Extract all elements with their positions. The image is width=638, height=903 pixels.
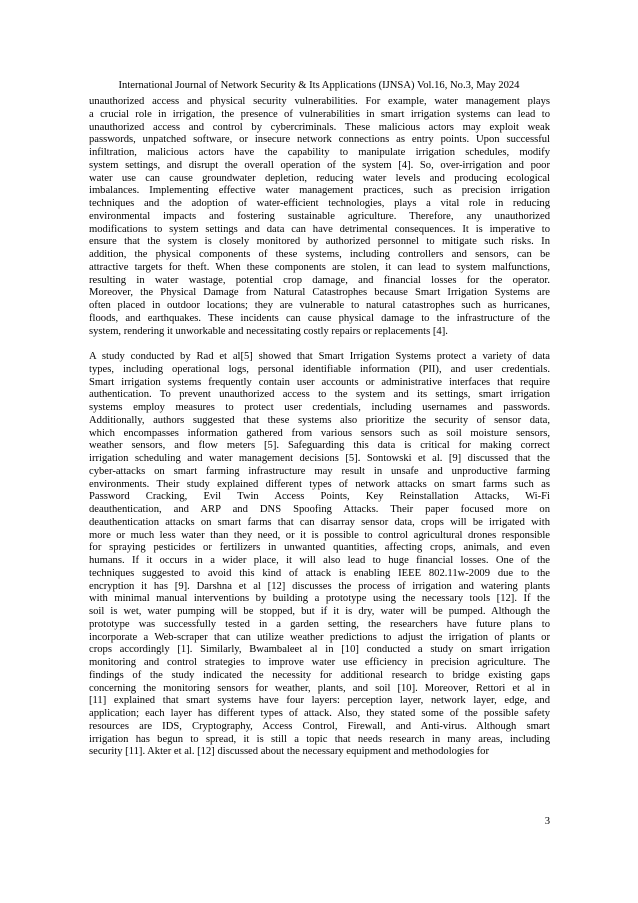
text-line: systems employ measures to protect user credentials, including usernames and passwords.	[89, 402, 550, 413]
text-line: system, rendering it unworkable and necessitating costly repairs or replacements [4].	[89, 325, 448, 337]
text-line: resources are IDS, Cryptography, Access Control, Firewall, and Anti-virus. Although smart	[89, 720, 550, 732]
text-line: techniques suggested to avoid this kind of attack is enabling IEEE 802.11w-2009 due to the	[89, 567, 550, 579]
text-line: attractive targets for theft. When these components are stolen, it can lead to system malfunctions,	[89, 261, 550, 273]
text-line: monitoring and control strategies to improve water use efficiency in precision agriculture. The	[89, 657, 550, 668]
text-line: for spraying pesticides or fertilizers in unwanted quantities, affecting crops, animals, and even	[89, 542, 550, 554]
text-line: more or much less water than they need, or it is possible to control agricultural drones responsible	[89, 529, 550, 541]
text-line: system settings, and disrupt the overall operation of the system [4]. So, over-irrigation and poor	[89, 159, 550, 171]
text-line: a crucial role in irrigation, the presence of vulnerabilities in smart irrigation systems can lead to	[89, 108, 550, 120]
text-line: environments. Their study explained different types of network attacks on smart farms such as	[89, 478, 550, 490]
text-line: prototype was successfully tested in a garden setting, the researchers have future plans to	[89, 618, 550, 630]
text-line: cyber-attacks on smart farming infrastructure may result in unsafe and unproductive farming	[89, 465, 550, 477]
page-number: 3	[544, 816, 550, 827]
text-line: passwords, unpatched software, or insecure network connections as entry points. Upon successful	[89, 134, 550, 146]
text-line: weather sensors, and flow meters [5]. Safeguarding this data is critical for making correct	[89, 440, 550, 452]
text-line: humans. If it occurs in a wider place, it will also lead to huge financial losses. One of the	[89, 555, 550, 566]
text-line: application; each layer has different types of attack. Also, they stated some of the possible safety	[89, 708, 550, 719]
paragraph-1	[89, 96, 550, 338]
text-line: ensure that the system is closely monitored by authorized personnel to mitigate such risks. In	[89, 236, 550, 248]
text-line: environmental impacts and fostering sustainable agriculture. Therefore, any unauthorized	[89, 210, 550, 222]
text-line: [11] explained that smart systems have four layers: perception layer, network layer, edge, and	[89, 695, 550, 707]
text-line: modifications to system settings and data can have detrimental consequences. It is imperative to	[89, 223, 550, 235]
text-line: crops accordingly [1]. Similarly, Bwambaleet al in [10] conducted a study on smart irrigation	[89, 644, 550, 656]
text-line: floods, and earthquakes. These incidents can cause physical damage to the infrastructure of the	[89, 312, 550, 324]
text-line: deauthentication attacks on smart farms that can disarray sensor data, crops will be irrigated with	[89, 516, 550, 528]
text-line: with minimal manual interventions by building a prototype using the necessary tools [12]. If the	[89, 593, 550, 605]
text-line: resulting in water wastage, potential crop damage, and financial losses for the operator.	[89, 274, 550, 286]
text-line: irrigation has begun to spread, it is still a topic that needs research in many areas, including	[89, 733, 550, 745]
text-line: encryption it has [9]. Darshna et al [12] discusses the process of irrigation and watering plants	[89, 580, 550, 592]
text-line: Smart irrigation systems frequently contain user accounts or administrative interfaces that require	[89, 376, 550, 388]
text-line: types, including operational logs, personal identifiable information (PII), and user credentials.	[89, 363, 550, 375]
text-line: Moreover, the Physical Damage from Natural Catastrophes because Smart Irrigation Systems are	[89, 287, 550, 299]
text-line: imbalances. Implementing effective water management practices, such as precision irrigation	[89, 185, 550, 197]
text-line: Password Cracking, Evil Twin Access Points, Key Reinstallation Attacks, Wi-Fi	[89, 491, 550, 503]
paragraph-2	[89, 351, 550, 759]
text-line: concerning the monitoring sensors for weather, plants, and soil [10]. Moreover, Rettori et al in	[89, 682, 550, 694]
text-line: unauthorized access and control by cybercriminals. These malicious actors may exploit weak	[89, 121, 550, 133]
body-text	[89, 96, 550, 759]
text-line: findings of the study indicated the necessity for additional research to bridge existing gaps	[89, 669, 550, 681]
text-line: addition, the physical components of these systems, including controllers and sensors, can be	[89, 249, 550, 260]
text-line: security [11]. Akter et al. [12] discussed about the necessary equipment and methodologies for	[89, 746, 489, 758]
text-line: techniques and the adoption of water-efficient technologies, plays a vital role in reducing	[89, 198, 550, 209]
text-line: often placed in outdoor locations; they are vulnerable to natural catastrophes such as hurricanes,	[89, 300, 550, 311]
text-line: unauthorized access and physical security vulnerabilities. For example, water management plays	[89, 96, 550, 107]
text-line: authentication. To prevent unauthorized access to the system and its settings, smart irrigation	[89, 389, 550, 401]
text-line: soil is wet, water pumping will be stopped, but if it is dry, water will be pumped. Although the	[89, 606, 550, 617]
text-line: which encompasses information gathered from various sensors such as soil moisture sensors,	[89, 427, 550, 439]
text-line: water use can cause groundwater depletion, reducing water levels and producing ecological	[89, 172, 550, 184]
text-line: Additionally, authors suggested that these systems also prioritize the security of sensor data,	[89, 414, 550, 426]
text-line: A study conducted by Rad et al[5] showed that Smart Irrigation Systems protect a variety of data	[89, 351, 550, 362]
text-line: deauthentication, and ARP and DNS Spoofing Attacks. Their paper focused more on	[89, 504, 550, 515]
text-line: irrigation scheduling and water management decisions [5]. Sontowski et al. [9] discussed that the	[89, 453, 550, 464]
text-line: infiltration, malicious actors have the capability to manipulate irrigation schedules, modify	[89, 147, 550, 158]
running-header: International Journal of Network Security & Its Applications (IJNSA) Vol.16, No.3, May 2024	[118, 80, 520, 91]
text-line: incorporate a Web-scraper that can utilize weather predictions to adjust the irrigation of plants or	[89, 631, 550, 643]
